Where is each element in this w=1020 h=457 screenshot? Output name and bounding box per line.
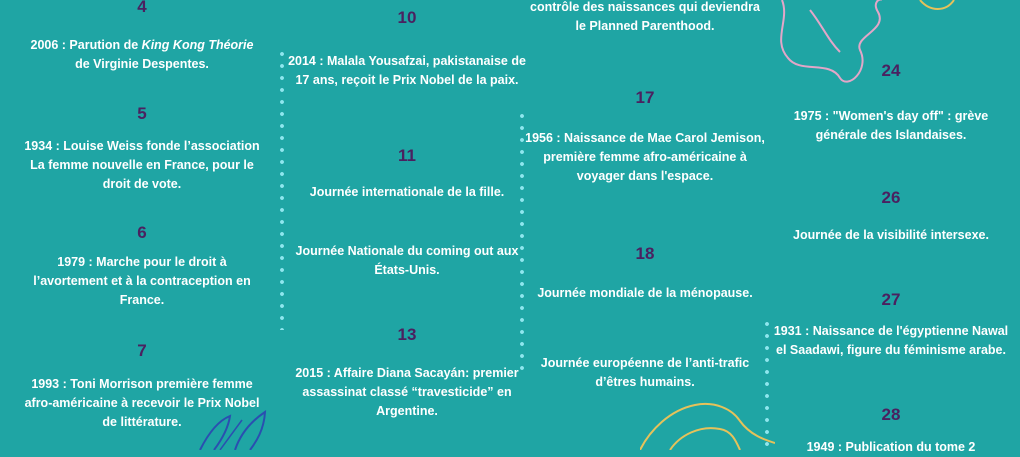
day-number: 27 (881, 290, 901, 309)
event-text: 1949 : Publication du tome 2 (806, 440, 976, 454)
event-text: 1993 : Toni Morrison première femme afro-américaine à recevoir le Prix Nobel de littérature. (24, 377, 260, 429)
book-title: King Kong Théorie (141, 38, 254, 52)
flower-outline-icon (770, 0, 1020, 90)
hand-outline-icon (640, 395, 775, 450)
event-text: 2015 : Affaire Diana Sacayán: premier assassinat classé “travesticide” en Argentine. (295, 366, 519, 418)
event-text: Journée européenne de l’anti-trafic d’êtres humains. (540, 356, 750, 389)
day-number: 6 (137, 223, 147, 242)
event-text: contrôle des naissances qui deviendra le Planned Parenthood. (530, 0, 760, 33)
day-number: 7 (137, 341, 147, 360)
event-text: Journée internationale de la fille. (309, 185, 505, 199)
event-text-part: 2006 : Parution de (30, 38, 142, 52)
event-text (22, 36, 262, 74)
event-text: 1975 : "Women's day off" : grève générale des Islandaises. (793, 109, 989, 142)
day-number: 10 (397, 8, 417, 27)
event-text: 1979 : Marche pour le droit à l’avortement et à la contraception en France. (33, 255, 251, 307)
day-number: 5 (137, 104, 147, 123)
dotted-divider (280, 48, 284, 330)
event-text: Journée mondiale de la ménopause. (537, 286, 753, 300)
day-number: 18 (635, 244, 655, 263)
event-text: 1931 : Naissance de l'égyptienne Nawal el Saadawi, figure du féminisme arabe. (773, 324, 1009, 357)
event-text: 1956 : Naissance de Mae Carol Jemison, première femme afro-américaine à voyager dans l'espace. (525, 131, 765, 183)
day-number: 24 (881, 61, 901, 80)
day-number: 26 (881, 188, 901, 207)
day-number: 13 (397, 325, 417, 344)
day-number: 17 (635, 88, 655, 107)
day-number: 28 (881, 405, 901, 424)
day-number: 4 (137, 0, 147, 16)
dotted-divider (520, 110, 524, 372)
event-text: 2014 : Malala Yousafzai, pakistanaise de 17 ans, reçoit le Prix Nobel de la paix. (288, 54, 526, 87)
event-text: Journée de la visibilité intersexe. (793, 228, 989, 242)
day-number: 11 (398, 146, 416, 165)
leaf-outline-icon (180, 400, 290, 450)
event-text: Journée Nationale du coming out aux États-Unis. (295, 244, 519, 277)
event-text-part: de Virginie Despentes. (75, 57, 209, 71)
event-text: 1934 : Louise Weiss fonde l’association La femme nouvelle en France, pour le droit de vote. (24, 139, 260, 191)
